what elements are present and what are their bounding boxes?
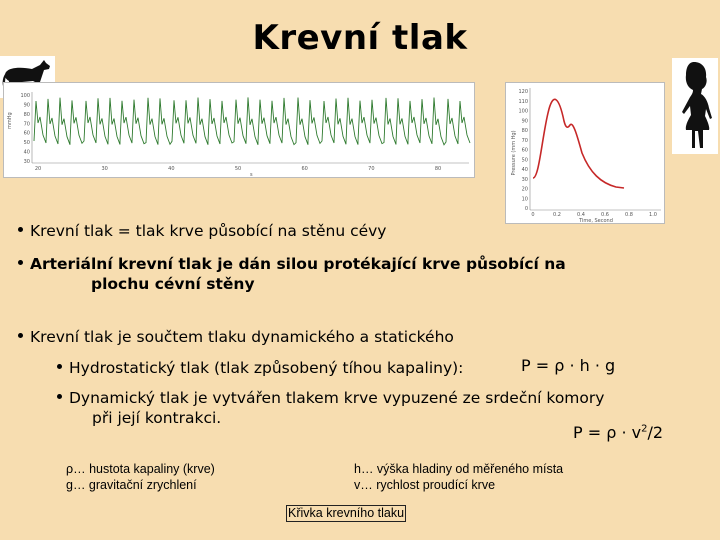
right-chart-ytick: 60 (521, 147, 528, 154)
left-chart-xtick: 40 (168, 166, 175, 172)
dynamic-formula-base: P = ρ · v (573, 423, 642, 442)
page-title: Krevní tlak (252, 18, 468, 58)
hydrostatic-formula: P = ρ · h · g (521, 356, 616, 375)
left-chart-ytick: 50 (23, 140, 30, 147)
right-chart-ytick: 20 (521, 186, 528, 193)
bullet-definition (18, 222, 386, 241)
bullet-text: Hydrostatický tlak (tlak způsobený tíhou kapaliny): (69, 359, 464, 377)
left-chart-xtick: 30 (101, 166, 108, 172)
bullet-dot (18, 260, 23, 265)
right-chart-xtick: 0.2 (553, 212, 561, 218)
bullet-dynamic (57, 389, 604, 408)
left-chart-xtick: 80 (434, 166, 442, 172)
left-chart-ytick: 40 (23, 149, 30, 156)
blood-pressure-curve-link[interactable]: Křivka krevního tlaku (288, 506, 405, 520)
right-chart-ytick: 100 (518, 108, 528, 115)
right-chart-ytick: 120 (518, 89, 528, 95)
right-chart-ytick: 50 (521, 157, 528, 164)
bullet-dot (57, 364, 62, 369)
right-chart-ylabel: Pressure (mm Hg) (511, 130, 517, 176)
dynamic-formula (573, 423, 663, 442)
left-chart-ytick: 30 (23, 159, 30, 165)
bullet-text: plochu cévní stěny (91, 275, 255, 293)
left-chart-xtick: 60 (301, 166, 308, 172)
right-chart-ytick: 40 (521, 167, 528, 173)
legend-h: h… výška hladiny od měřeného místa (354, 462, 564, 476)
dynamic-formula-exponent: 2 (641, 423, 648, 435)
blood-pressure-trace-chart (3, 82, 475, 178)
left-chart-xlabel: s (250, 172, 253, 178)
bullet-sum (18, 328, 454, 347)
bullet-dot (57, 394, 62, 399)
left-chart-xtick: 70 (368, 166, 375, 172)
bullet-dynamic-cont (92, 409, 221, 428)
bullet-dot (18, 333, 23, 338)
legend-v: v… rychlost proudící krve (354, 478, 496, 492)
bullet-text: Dynamický tlak je vytvářen tlakem krve vypuzené ze srdeční komory (69, 389, 605, 407)
left-chart-ylabel: mmHg (7, 112, 13, 129)
right-chart-xtick: 0.4 (577, 212, 585, 218)
bullet-text: Krevní tlak = tlak krve působící na stěnu cévy (30, 222, 387, 240)
bullet-text: Krevní tlak je součtem tlaku dynamického a statického (30, 328, 454, 346)
dynamic-formula-suffix: /2 (647, 423, 664, 442)
pressure-curve-chart (505, 82, 665, 224)
right-chart-xtick: 0.8 (625, 212, 633, 218)
right-chart-ytick: 10 (521, 196, 528, 203)
girl-silhouette-icon (672, 58, 718, 154)
right-chart-ytick: 0 (524, 206, 528, 212)
bullet-text: Arteriální krevní tlak je dán silou protékající krve působící na (30, 255, 566, 273)
left-chart-ytick: 60 (23, 130, 30, 137)
legend-rho: ρ… hustota kapaliny (krve) (66, 462, 215, 476)
legend-right (354, 461, 563, 493)
bullet-dot (18, 227, 23, 232)
right-chart-ytick: 90 (521, 118, 528, 125)
left-chart-ytick: 90 (23, 102, 30, 109)
pressure-curve-line (533, 99, 624, 188)
left-chart-xtick: 20 (34, 166, 42, 172)
right-chart-xlabel: Time, Second (579, 218, 613, 224)
right-chart-ytick: 30 (521, 176, 528, 183)
right-chart-xtick: 0.6 (601, 212, 609, 218)
left-chart-ytick: 100 (20, 93, 30, 99)
bullet-text: při její kontrakci. (92, 409, 222, 427)
pressure-trace-line (34, 97, 470, 144)
right-chart-xtick: 1.0 (649, 212, 657, 218)
bullet-arterial-cont (91, 275, 255, 294)
bullet-hydrostatic (57, 359, 463, 378)
bullet-arterial (18, 255, 566, 274)
legend-left (66, 461, 215, 493)
left-chart-ytick: 70 (23, 121, 30, 128)
right-chart-ytick: 110 (518, 98, 528, 105)
left-chart-xtick: 50 (234, 166, 242, 172)
right-chart-xtick: 0 (531, 212, 535, 218)
right-chart-ytick: 80 (521, 128, 528, 134)
legend-g: g… gravitační zrychlení (66, 478, 197, 492)
right-chart-ytick: 70 (521, 137, 528, 144)
left-chart-ytick: 80 (23, 111, 30, 118)
